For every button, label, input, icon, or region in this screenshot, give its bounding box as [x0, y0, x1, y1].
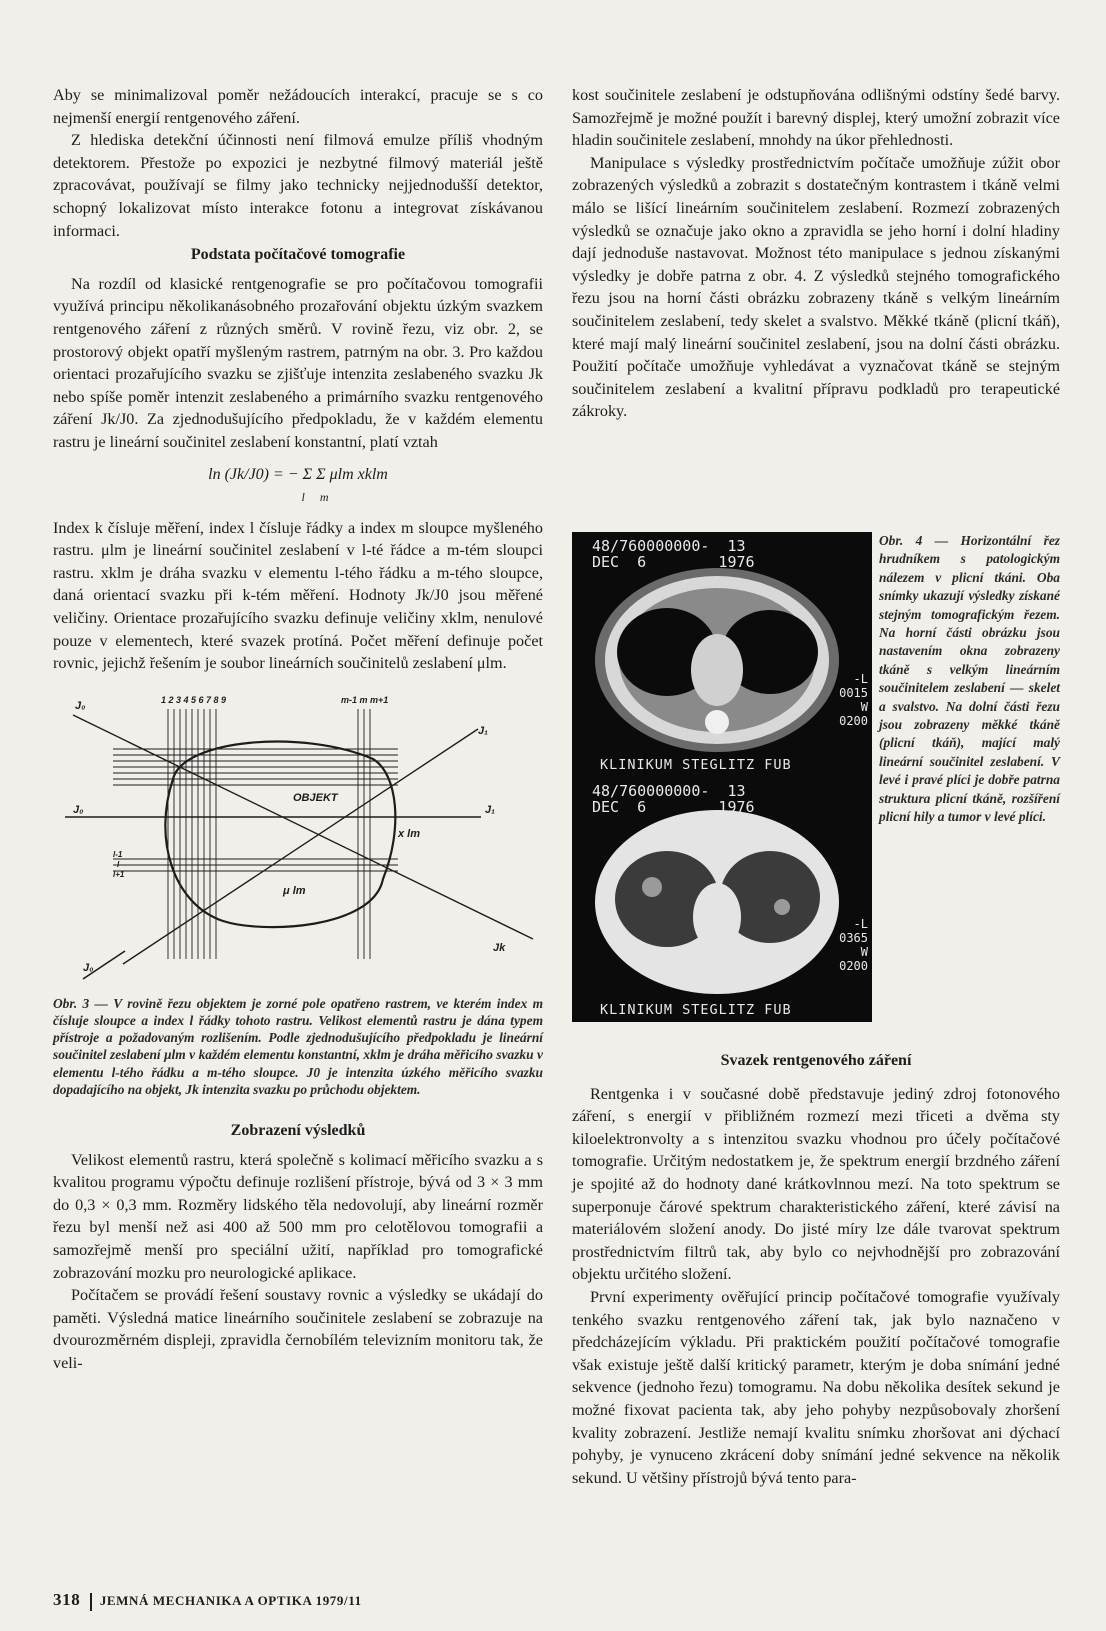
- paragraph: Počítačem se provádí řešení soustavy rovnic a výsledky se ukádají do paměti. Výsledná matice lineárního součinitele zeslabení se zobrazuje na dvourozměrném displeji, zpravidla černobílém televizním monitoru tak, že veli-: [53, 1286, 543, 1372]
- equation-text: ln (Jk/J0) = − Σ Σ μlm xklm: [208, 465, 388, 483]
- ct-upper-footer: KLINIKUM STEGLITZ FUB: [600, 757, 792, 773]
- left-column: [53, 84, 543, 1375]
- paragraph: Manipulace s výsledky prostřednictvím počítače umožňuje zúžit obor zobrazených výsledků a zobrazit s dostatečným kontrastem i tkáně velmi málo se lišící lineárním součinitelem zeslabení. Rozmezí zobrazených výsledků se označuje jako okno a zpravidla se jeho horní i dolní hladiny dají jednoduše nastavovat. Možnost této manipulace s jednou získanými výsledky je dobře patrna z obr. 4. Z výsledků stejného tomografického řezu jsou na horní části obrázku zobrazeny tkáně s velkým lineárním součinitelem zeslabení, tedy skelet a svalstvo. Měkké tkáně (plicní tkáň), které mají malý lineární součinitel zeslabení, jsou na dolní části obrázku. Použití počítače umožňuje vyhledávat a vyznačovat tkáně se stejným součinitelem zeslabení a kvalitní přípravu podkladů pro terapeutické zákroky.: [572, 153, 1060, 421]
- paragraph: Rentgenka i v současné době představuje jediný zdroj fotonového záření, s energií v přibližném rozmezí mezi třiceti a dvěma sty kiloelektronvolty a s intenzitou svazku vhodnou pro účely počítačové tomografie. Určitým nedostatkem je, že spektrum energií brzdného záření je spojité až do hodnoty dané krátkovlnnou mezí. Na toto spektrum se superponuje čárové spektrum charakteristického záření, které závisí na materiálovém složení anody. Do jisté míry lze dále tvarovat spektrum prostřednictvím filtrů tak, aby bylo co nejvhodnější pro zobrazování objektu určitého složení.: [572, 1084, 1060, 1284]
- section-heading: Podstata počítačové tomografie: [190, 246, 406, 264]
- right-column: [572, 84, 1060, 423]
- label-objekt: OBJEKT: [293, 791, 338, 804]
- label-xlm: x lm: [398, 827, 421, 840]
- label-mu: μ lm: [283, 884, 306, 897]
- figure-4-ct-images: [572, 532, 872, 1022]
- ct-lower-footer: KLINIKUM STEGLITZ FUB: [600, 1002, 792, 1018]
- label-l: l: [117, 859, 120, 869]
- figure-4-caption: Obr. 4 — Horizontální řez hrudníkem s patologickým nálezem v plicní tkáni. Oba snímky ukazují výsledky získané stejným tomografickým řezem. Na horní části obrázku jsou nastavením okna zobrazeny tkáně s velkým lineárním součinitelem zeslabení — skelet a svalstvo. Na dolní části řezu jsou zobrazeny měkké tkáně (plicní tkáň), mající malý lineární součinitel zeslabení. V levé i pravé plíci je dobře patrna struktura plicní tkáně, rozšíření plicní hily a tumor v levé plíci.: [879, 533, 1060, 825]
- label-j0-mid: J₀: [73, 803, 84, 816]
- paragraph: kost součinitele zeslabení je odstupňována odlišnými odstíny šedé barvy. Samozřejmě je možné použít i barevný displej, který umožní zobrazit více hladin součinitele zeslabení, mnohdy na úkor přehlednosti.: [572, 86, 1060, 150]
- figure-3: [53, 689, 543, 989]
- journal-name: JEMNÁ MECHANIKA A OPTIKA 1979/11: [99, 1593, 362, 1608]
- right-column-lower: [572, 1050, 1060, 1489]
- page-footer: [53, 1590, 362, 1611]
- label-columns: 1 2 3 4 5 6 7 8 9: [161, 694, 227, 705]
- label-l-plus: l+1: [113, 869, 125, 879]
- label-jk: Jk: [493, 941, 506, 954]
- figure-3-caption: Obr. 3 — V rovině řezu objektem je zorné pole opatřeno rastrem, ve kterém index m čísluje sloupce a index l řádky tohoto rastru. Velikost elementů rastru je dána typem přístroje a požadovaným rozlišením. Podle zjednodušujícího předpokladu je lineární součinitel zeslabení μlm v každém elementu konstantní, xklm je dráha měřicího svazku v elementu l-tého řádku a m-tého sloupce. J0 je intenzita úzkého měřicího svazku dopadajícího na objekt, Jk intenzita svazku po průchodu objektem.: [53, 995, 543, 1097]
- section-heading: Svazek rentgenového záření: [720, 1052, 912, 1069]
- paragraph: Index k čísluje měření, index l čísluje řádky a index m sloupce myšleného rastru. μlm je lineární součinitel zeslabení v l-té řádce a m-tém sloupci rastru. xklm je dráha svazku v elementu l-tého řádku a m-tého sloupce, daná orientací svazku při k-tém měření. Hodnoty Jk/J0 jsou měřené veličiny. Orientace prozařujícího svazku definuje veličiny xklm, nenulové pouze v elementech, které svazek protíná. Počet měření definuje počet rovnic, jejichž řešením je soubor lineárních součinitelů zeslabení μlm.: [53, 518, 543, 673]
- equation-indices: l m: [301, 490, 335, 505]
- label-m: m-1 m m+1: [341, 694, 389, 705]
- ct-scan-lower: [572, 777, 872, 1022]
- page-number: 318: [53, 1590, 81, 1609]
- ct-scan-upper: [572, 532, 872, 777]
- label-l-minus: l-1: [113, 849, 123, 859]
- equation: [53, 464, 543, 509]
- ct-lower-header: 48/760000000- 13 DEC 6 1976: [592, 782, 755, 816]
- footer-divider: [90, 1593, 92, 1611]
- ct-upper-window: -L 0015 W 0200: [839, 672, 868, 728]
- paragraph: První experimenty ověřující princip počítačové tomografie využívaly tenkého svazku rentgenového záření tak, jak bylo naznačeno v předcházejícím výkladu. Při praktickém použití počítačové tomografie však existuje ještě další kritický parametr, kterým je doba snímání jedné sekvence (jednoho řezu) tomogramu. Na dobu několika desítek sekund je možné fixovat pacienta tak, aby jeho pohyby nezpůsobovaly zhoršení kvality zobrazení. Jestliže nemají kvalitu snímku zhoršovat ani dýchací pohyby, je vynuceno zkrácení doby snímání jedné sekvence na několik sekund. U většiny přístrojů bývá tento para-: [572, 1287, 1060, 1487]
- label-j0-bottom: J₀: [83, 961, 94, 974]
- label-j0-top: J₀: [75, 699, 86, 712]
- ct-upper-header: 48/760000000- 13 DEC 6 1976: [592, 537, 755, 571]
- paragraph: Z hlediska detekční účinnosti není filmová emulze příliš vhodným detektorem. Přestože po expozici je nezbytné filmový materiál ještě zpracovávat, používají se filmy jako technicky nejjednodušší detektor, schopný lokalizovat místo interakce fotonu a integrovat získávanou informaci.: [53, 131, 543, 240]
- label-j1-mid: J₁: [485, 803, 495, 816]
- raster-diagram: [53, 689, 543, 989]
- paragraph: Na rozdíl od klasické rentgenografie se pro počítačovou tomografii využívá principu několikanásobného prozařování objektu úzkým svazkem rentgenového záření z různých směrů. V rovině řezu, viz obr. 2, se prostorový objekt opatří myšleným rastrem, patrným na obr. 3. Pro každou orientaci prozařujícího svazku se zjišťuje intenzita zeslabeného svazku Jk nebo spíše poměr intenzit zeslabeného a primárního svazku rentgenového záření Jk/J0. Za zjednodušujícího předpokladu, že v každém elementu rastru je lineární součinitel zeslabení konstantní, platí vztah: [53, 274, 543, 451]
- paragraph: Velikost elementů rastru, která společně s kolimací měřicího svazku a s kvalitou programu výpočtu definuje rozlišení přístroje, bývá od 3 × 3 mm do 0,3 × 0,3 mm. Rozměry lidského těla nedovolují, aby lineární rozměr řezu byl menší než asi 400 až 500 mm pro celotělovou tomografii a samozřejmě menší pro speciální užití, například pro tomografické zobrazování mozku pro neurologické aplikace.: [53, 1150, 543, 1282]
- paragraph: Aby se minimalizoval poměr nežádoucích interakcí, pracuje se s co nejmenší energií rentgenového záření.: [53, 86, 543, 127]
- section-heading: Zobrazení výsledků: [230, 1122, 366, 1140]
- ct-lower-window: -L 0365 W 0200: [839, 917, 868, 973]
- label-j1-top: J₁: [478, 724, 488, 737]
